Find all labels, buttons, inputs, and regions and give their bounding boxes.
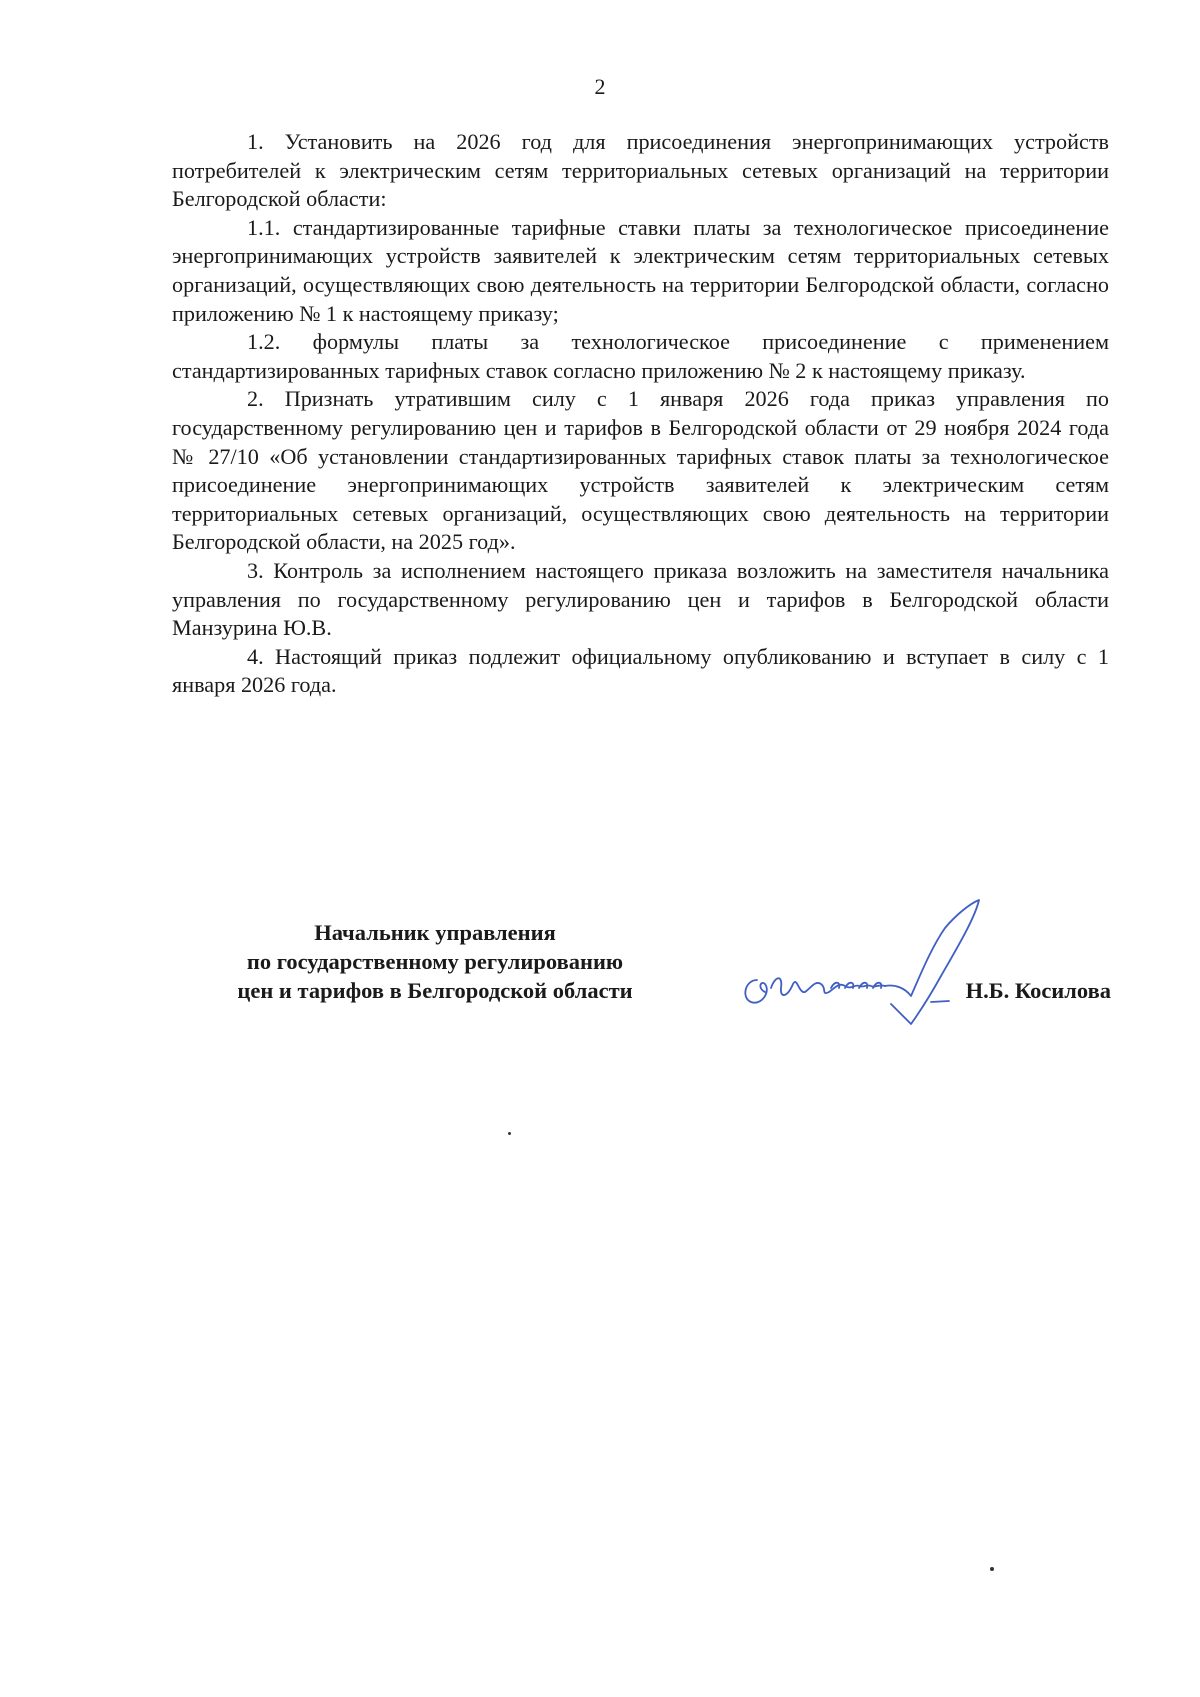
scan-speck	[990, 1567, 994, 1571]
handwritten-signature	[735, 888, 1005, 1038]
document-body	[172, 128, 1109, 700]
signatory-title	[180, 918, 690, 1005]
signatory-title-line: по государственному регулированию	[246, 949, 624, 974]
scan-speck	[508, 1132, 511, 1135]
paragraph-1-1: 1.1. стандартизированные тарифные ставки платы за технологическое присоединение энергопринимающих устройств заявителей к электрическим сетям территориальных сетевых организаций, осуществляющих свою деятельность на территории Белгородской области, согласно приложению № 1 к настоящему приказу;	[172, 214, 1109, 326]
paragraph-1-2: 1.2. формулы платы за технологическое присоединение с применением стандартизированных тарифных ставок согласно приложению № 2 к настоящему приказу.	[172, 329, 1109, 383]
signatory-title-line: цен и тарифов в Белгородской области	[237, 978, 633, 1003]
page-number: 2	[594, 74, 606, 99]
signatory-name: Н.Б. Косилова	[965, 978, 1111, 1003]
paragraph-3: 3. Контроль за исполнением настоящего приказа возложить на заместителя начальника управления по государственному регулированию цен и тарифов в Белгородской области Манзурина Ю.В.	[172, 557, 1109, 641]
paragraph-1: 1. Установить на 2026 год для присоединения энергопринимающих устройств потребителей к электрическим сетям территориальных сетевых организаций на территории Белгородской области:	[172, 129, 1109, 212]
paragraph-4: 4. Настоящий приказ подлежит официальному опубликованию и вступает в силу с 1 января 2026 года.	[172, 643, 1109, 698]
paragraph-2: 2. Признать утратившим силу с 1 января 2026 года приказ управления по государственному регулированию цен и тарифов в Белгородской области от 29 ноября 2024 года № 27/10 «Об установлении стандартизированных тарифных ставок платы за технологическое присоединение энергопринимающих устройств заявителей к электрическим сетям территориальных сетевых организаций, осуществляющих свою деятельность на территории Белгородской области, на 2025 год».	[172, 386, 1109, 555]
signatory-title-line: Начальник управления	[314, 920, 556, 945]
